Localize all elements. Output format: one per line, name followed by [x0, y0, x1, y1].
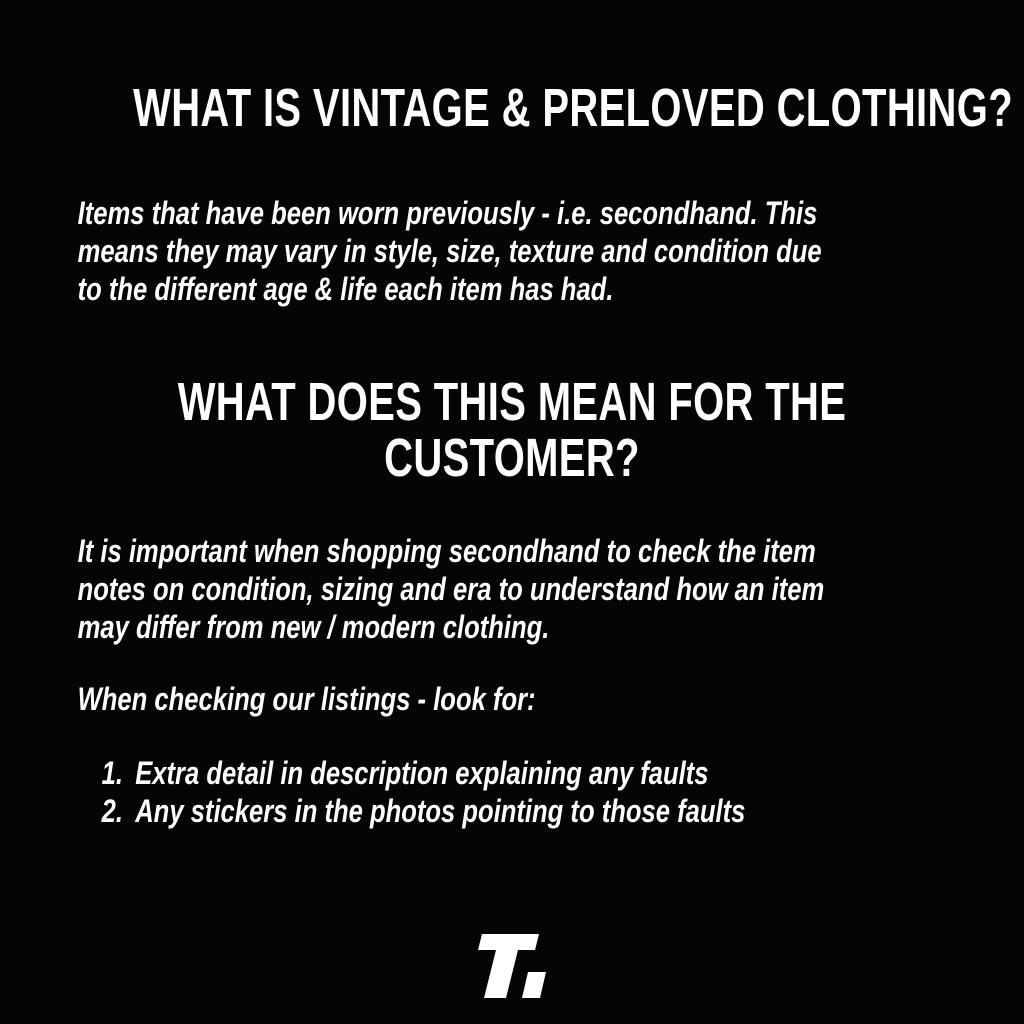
checklist-item-number: 1. [101, 755, 123, 791]
checklist-item-text: Extra detail in description explaining any faults [135, 755, 709, 791]
spacer [0, 646, 1024, 680]
checklist-item-text: Any stickers in the photos pointing to those faults [135, 793, 746, 829]
listings-prompt [0, 680, 819, 718]
intro-line: means they may vary in style, size, texture and condition due [77, 233, 822, 269]
page-title [133, 0, 1013, 138]
page-title-text: WHAT IS VINTAGE & PRELOVED CLOTHING? [133, 78, 1013, 138]
subtitle-line: WHAT DOES THIS MEAN FOR THE [177, 372, 847, 432]
checklist-item-number: 2. [101, 793, 123, 829]
intro-line: Items that have been worn previously - i.e. secondhand. This [77, 195, 818, 231]
customer-info-line: may differ from new / modern clothing. [77, 609, 550, 645]
customer-info-line: notes on condition, sizing and era to understand how an item [77, 571, 825, 607]
t-dot-logo-icon [477, 934, 547, 1000]
customer-info-paragraph [0, 532, 825, 646]
spacer [0, 486, 1024, 532]
checklist-item [102, 792, 820, 830]
intro-paragraph [0, 194, 822, 308]
section-subtitle [133, 374, 891, 486]
checklist [0, 754, 819, 830]
listings-prompt-text: When checking our listings - look for: [77, 681, 536, 717]
subtitle-line: CUSTOMER? [384, 428, 640, 488]
brand-logo [0, 934, 1024, 1000]
customer-info-line: It is important when shopping secondhand to check the item [77, 533, 816, 569]
spacer [0, 136, 1024, 194]
spacer [0, 718, 1024, 754]
checklist-item [102, 754, 820, 792]
spacer [0, 308, 1024, 374]
intro-line: to the different age & life each item has had. [77, 271, 614, 307]
